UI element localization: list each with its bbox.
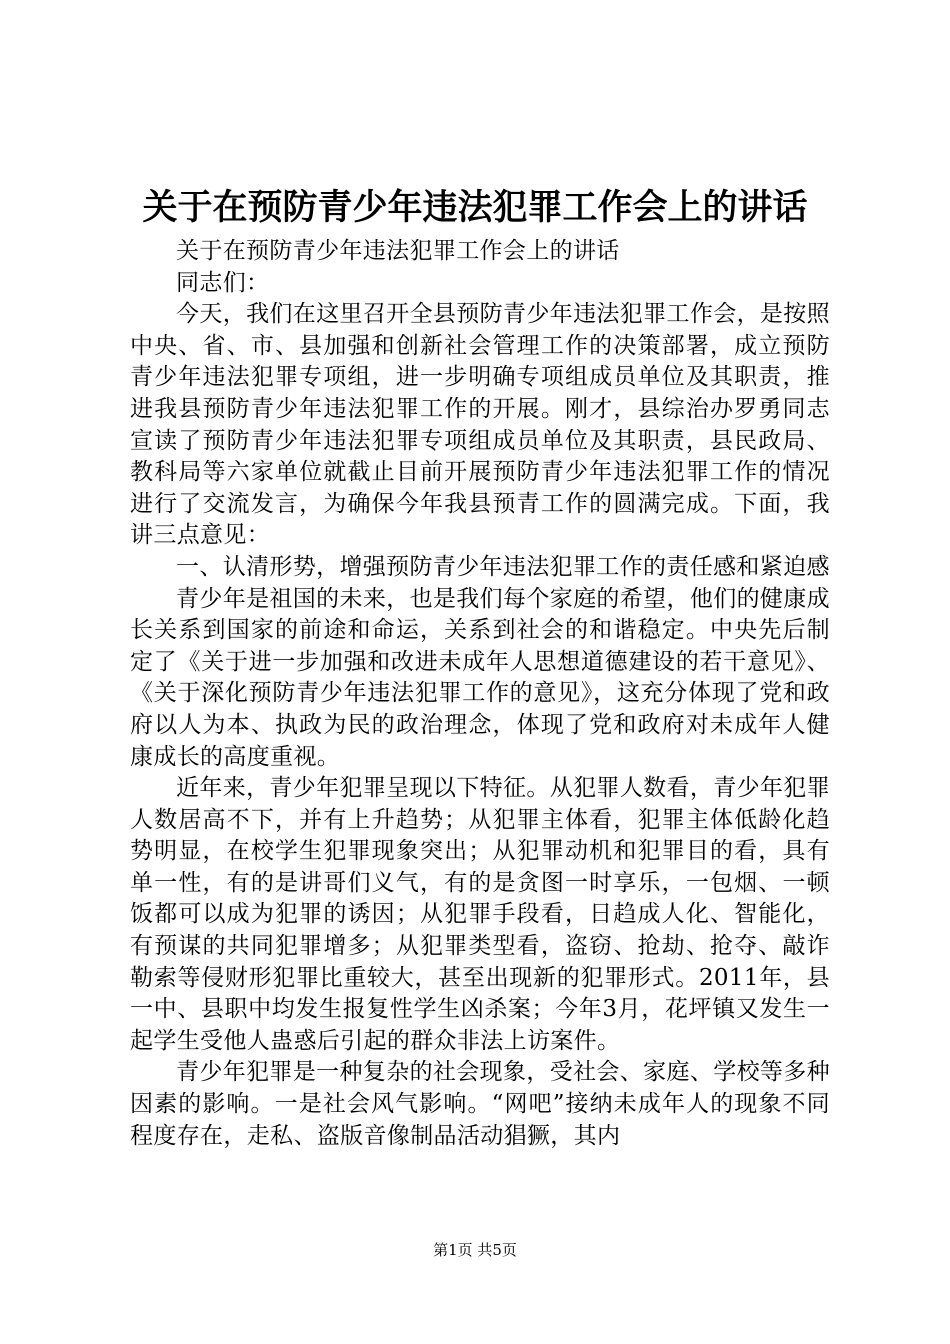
paragraph-opening: 今天，我们在这里召开全县预防青少年违法犯罪工作会，是按照中央、省、市、县加强和创新社会管理工作的决策部署，成立预防青少年违法犯罪专项组，进一步明确专项组成员单位及其职责，推进我县预防青少年违法犯罪工作的开展。刚才，县综治办罗勇同志宣读了预防青少年违法犯罪专项组成员单位及其职责，县民政局、教科局等六家单位就截止目前开展预防青少年违法犯罪工作的情况进行了交流发言，为确保今年我县预青工作的圆满完成。下面，我讲三点意见：: [130, 301, 830, 549]
document-body: [130, 236, 830, 1152]
paragraph-crime-features: 近年来，青少年犯罪呈现以下特征。从犯罪人数看，青少年犯罪人数居高不下，并有上升趋势；从犯罪主体看，犯罪主体低龄化趋势明显，在校学生犯罪现象突出；从犯罪动机和犯罪目的看，具有单一性，有的是讲哥们义气，有的是贪图一时享乐，一包烟、一顿饭都可以成为犯罪的诱因；从犯罪手段看，日趋成人化、智能化，有预谋的共同犯罪增多；从犯罪类型看，盗窃、抢劫、抢夺、敲诈勒索等侵财形犯罪比重较大，甚至出现新的犯罪形式。2011年，县一中、县职中均发生报复性学生凶杀案；今年3月，花坪镇又发生一起学生受他人蛊惑后引起的群众非法上访案件。: [130, 775, 830, 1054]
section-heading-1: 一、认清形势，增强预防青少年违法犯罪工作的责任感和紧迫感: [176, 553, 830, 580]
paragraph-crime-causes: 青少年犯罪是一种复杂的社会现象，受社会、家庭、学校等多种因素的影响。一是社会风气影响。“网吧”接纳未成年人的现象不同程度存在，走私、盗版音像制品活动猖獗，其内: [130, 1059, 830, 1149]
paragraph-youth-future: 青少年是祖国的未来，也是我们每个家庭的希望，他们的健康成长关系到国家的前途和命运，关系到社会的和谐稳定。中央先后制定了《关于进一步加强和改进未成年人思想道德建设的若干意见》、《关于深化预防青少年违法犯罪工作的意见》，这充分体现了党和政府以人为本、执政为民的政治理念，体现了党和政府对未成年人健康成长的高度重视。: [130, 585, 830, 770]
paragraph-subtitle: 关于在预防青少年违法犯罪工作会上的讲话: [176, 238, 620, 264]
page-footer: 第1页 共5页: [433, 1241, 517, 1259]
paragraph-salutation: 同志们：: [176, 269, 270, 296]
document-title: 关于在预防青少年违法犯罪工作会上的讲话: [142, 188, 808, 228]
